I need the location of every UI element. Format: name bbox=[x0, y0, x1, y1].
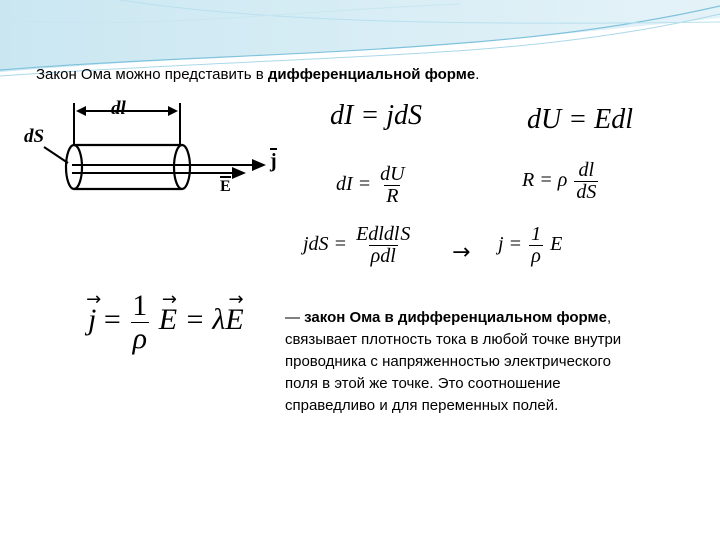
f4-numerator: dl bbox=[578, 159, 595, 181]
f4-denominator: dS bbox=[576, 181, 597, 203]
label-j: j bbox=[270, 150, 277, 172]
f6-denominator: ρ bbox=[531, 245, 541, 267]
f3-denominator: R bbox=[386, 185, 399, 207]
f6-numerator: 1 bbox=[531, 223, 542, 245]
formula-jdS-expanded: jdS = $\frac{\text{EdldlS}}{\text{ρdl}}$ bbox=[303, 223, 411, 267]
formula-dU-Edl: dU = Edl bbox=[527, 104, 633, 135]
ohm-law-description: — закон Ома в дифференциальном форме, связывает плотность тока в любой точке внутри проводника с напряженностью электрического поля в этой же точке. Это соотношение справедливо и для переменных полей. bbox=[285, 309, 622, 414]
f5-numerator: EdldlS bbox=[356, 223, 411, 245]
cylinder-right-end bbox=[174, 145, 190, 189]
label-dl: dl bbox=[111, 98, 126, 119]
formula-dI-jdS: dI = jdS bbox=[330, 100, 422, 131]
f5-denominator: ρdl bbox=[370, 245, 396, 267]
main-numerator: 1 bbox=[132, 289, 148, 322]
formula-j-over-rho-E: j = $\frac{1}{\rho}$ E bbox=[498, 223, 563, 267]
implies-arrow: → bbox=[452, 240, 471, 265]
formula-R-rho-dl-dS: R = ρ $\frac{dl}{dS}$ bbox=[522, 159, 597, 203]
formula-dI-dU-R: dI = $\frac{dU}{R}$ bbox=[336, 163, 405, 207]
formula-main-ohm-law: → j = $\frac{1}{\rho}$ → E = λ→ E bbox=[88, 290, 244, 354]
conductor-figure bbox=[22, 95, 312, 215]
intro-text: Закон Ома можно представить в дифференциальной форме. bbox=[36, 66, 480, 83]
label-E: E bbox=[220, 178, 231, 195]
label-dS: dS bbox=[24, 126, 45, 147]
main-denominator: ρ bbox=[132, 321, 147, 355]
f3-numerator: dU bbox=[380, 163, 405, 185]
